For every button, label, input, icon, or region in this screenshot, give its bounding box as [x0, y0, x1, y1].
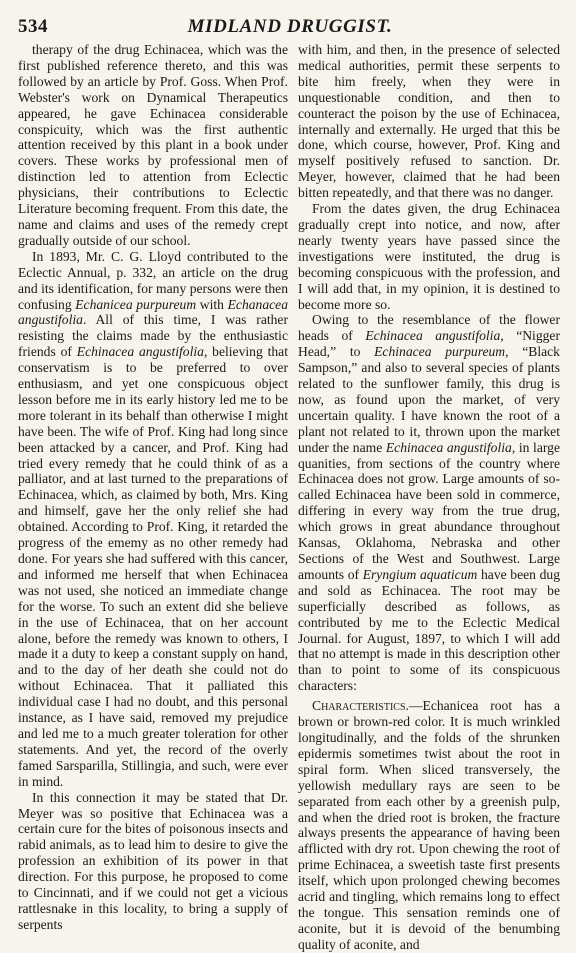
page-header — [18, 14, 562, 40]
page-number: 534 — [18, 16, 48, 37]
left-column — [18, 42, 288, 934]
paragraph: In this connection it may be stated that Dr. Meyer was so positive that Echinacea was a certain cure for the bites of poisonous insects and rabid animals, as to lead him to desire to give the profession an exhibition of its power in that direction. For this purpose, he proposed to come to Cincinnati, and if we could not get a vicious rattlesnake in this locality, to bring a supply of serpents — [18, 789, 288, 932]
journal-title: MIDLAND DRUGGIST. — [187, 16, 393, 37]
paragraph: Characteristics.—Echanicea root has a brown or brown-red color. It is much wrinkled longitudinally, and the folds of the shrunken epidermis sometimes twist about the root in spiral form. When sliced transversely, the yellowish medullary rays are seen to be separated from each other by a greenish pulp, and when the dried root is broken, the fracture always presents the appearance of having been afflicted with dry rot. Upon chewing the root of prime Echinacea, a sweetish taste first presents itself, which upon prolonged chewing becomes acrid and tingling, which remains long to effect the tongue. This sensation reminds one of aconite, but it is devoid of the benumbing quality of aconite, and — [298, 698, 560, 952]
paragraph: therapy of the drug Echinacea, which was the first published reference thereto, and this was followed by an article by Prof. Goss. When Prof. Webster's work on Dynamical Therapeutics appeared, he gave Echinacea considerable conspicuity, which was the first authentic attention received by this plant in a book under covers. These works by professional men of distinction led to attention from Eclectic physicians, their contributions to Eclectic Literature becoming frequent. From this date, the name and claims and uses of the remedy crept gradually outside of our school. — [18, 42, 288, 248]
paragraph: with him, and then, in the presence of selected medical authorities, permit these serpents to bite him freely, when they were in unquestionable condition, and then to counteract the poison by the use of Echinacea, internally and externally. He urged that this be done, which course, however, Prof. King and myself positively refused to sanction. Dr. Meyer, however, claimed that he had been bitten repeatedly, and that there was no danger. — [298, 42, 560, 201]
paragraph: Owing to the resemblance of the flower heads of Echinacea angustifolia, “Nigger Head,” to Echinacea purpureum, “Black Sampson,” and also to several species of plants related to the sunflower family, this drug is now, as found upon the market, of very uncertain quality. I have known the root of a plant not related to it, thrown upon the market under the name Echinacea angustifolia, in large quanities, from sections of the country where Echinacea does not grow. Large amounts of so-called Echinacea have been sold in commerce, differing in every way from the true drug, which grows in great abundance throughout Kansas, Oklahoma, Nebraska and other Sections of the West and Southwest. Large amounts of Eryngium aquaticum have been dug and sold as Echinacea. The root may be superficially described as follows, as contributed by me to the Eclectic Medical Journal. for August, 1897, to which I will add that no attempt is made in this description other than to point to some of its conspicuous characters: — [298, 312, 560, 694]
paragraph: In 1893, Mr. C. G. Lloyd contributed to the Eclectic Annual, p. 332, an article on the drug and its identification, for many persons were then confusing Echanicea purpureum with Echanacea angustifolia. All of this time, I was rather resisting the claims made by the enthusiastic friends of Echinacea angustifolia, believing that conservatism is to be preferred to over enthusiasm, and yet one conspicuous object lesson before me in its early history led me to be more tolerant in its behalf than otherwise I might have been. The wife of Prof. King had long since been attacked by a cancer, and Prof. King had tried every remedy that he could think of as a palliator, and at last turned to the preparations of Echinacea, which, as claimed by both, Mrs. King and himself, gave her the only relief she had obtained. According to Prof. King, it retarded the progress of the ememy as no other remedy had done. For years she had suffered with this cancer, and informed me herself that when Echinacea was not used, she noticed an immediate change for the worse. To such an extent did she believe in the use of Echinacea, that on her account alone, before the remedy was known to others, I made it a duty to keep a constant supply on hand, and to the day of her death she could not do without Echinacea. That it palliated this individual case I had no doubt, and this personal instance, as I have said, removed my prejudice and led me to a much greater toleration for other statements. And yet, the record of the overly famed Sarsparilla, Stillingia, and such, were ever in mind. — [18, 248, 288, 789]
paragraph: From the dates given, the drug Echinacea gradually crept into notice, and now, after nearly twenty years have passed since the investigations were instituted, the drug is becoming conspicuous with the profession, and I will add that, in my opinion, it is destined to become more so. — [298, 201, 560, 312]
right-column — [298, 42, 560, 952]
